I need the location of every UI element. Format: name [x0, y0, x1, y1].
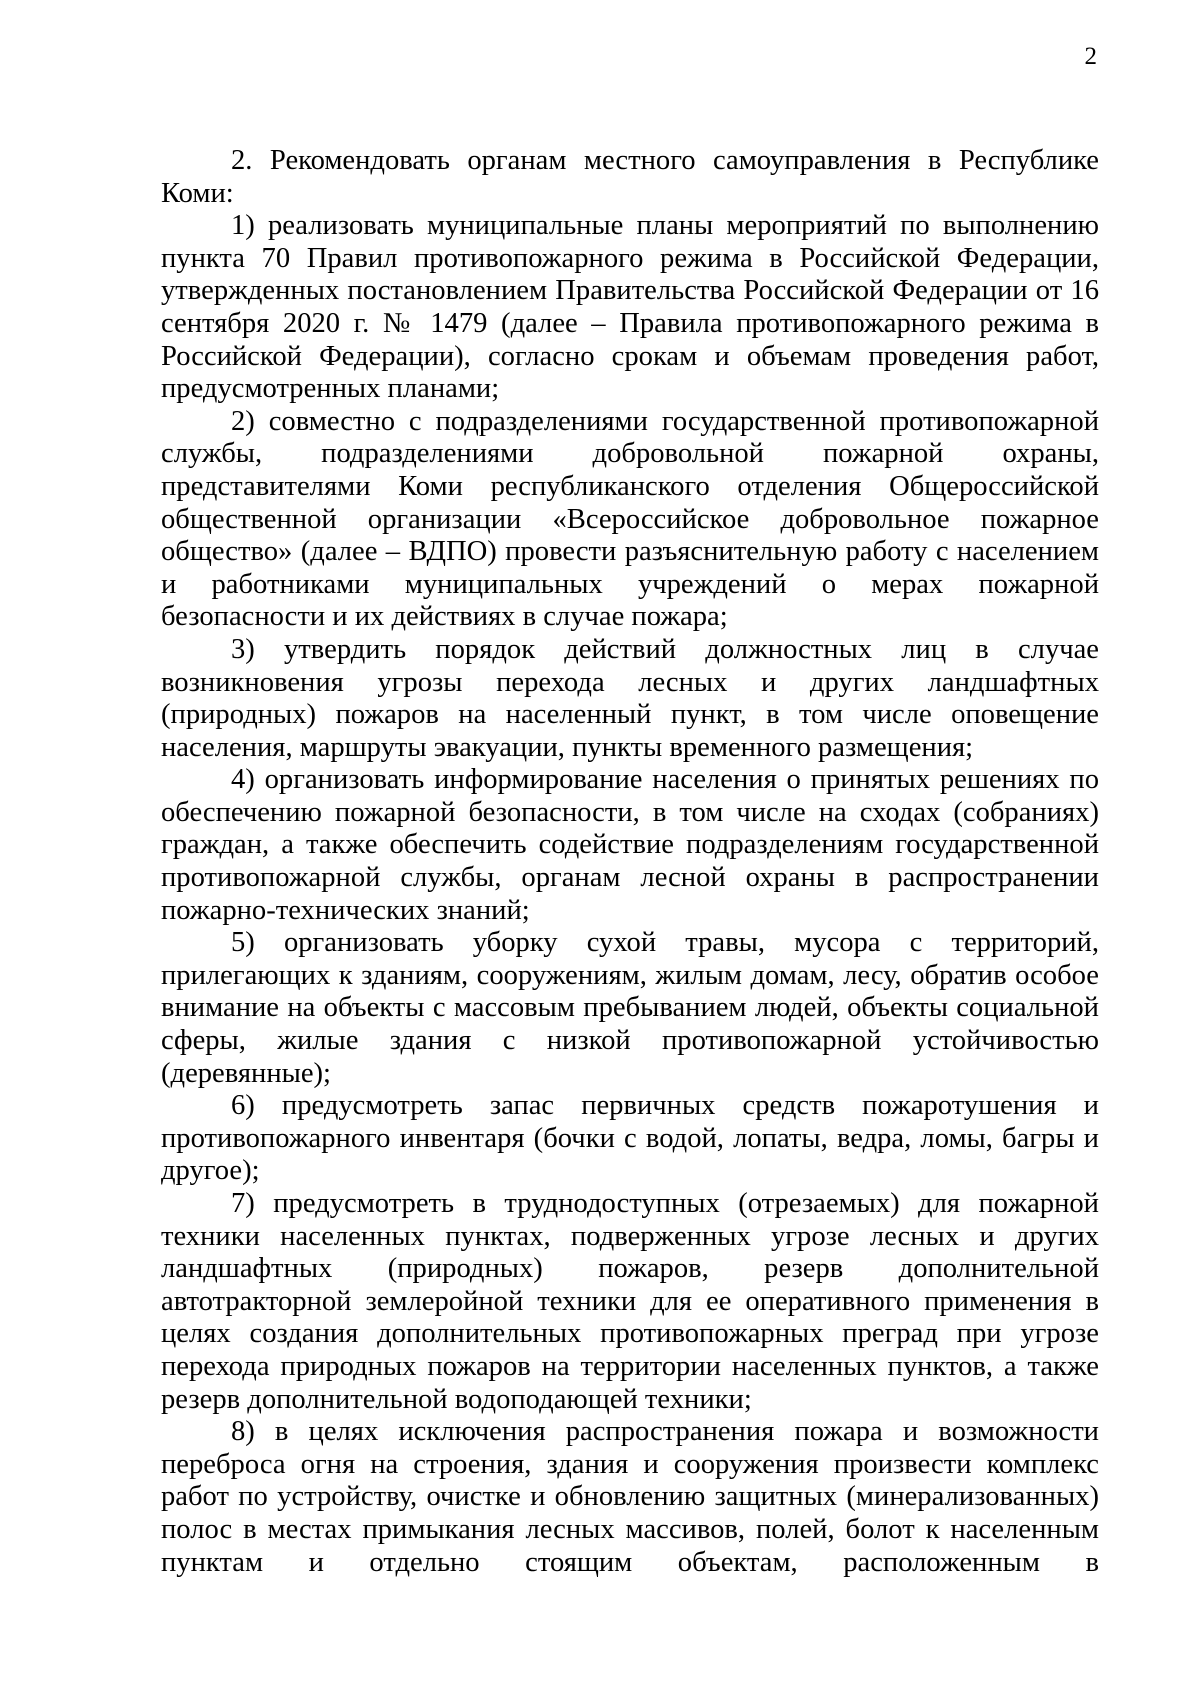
- subparagraph-5: 5) организовать уборку сухой травы, мусора с территорий, прилегающих к зданиям, сооружениям, жилым домам, лесу, обратив особое внимание на объекты с массовым пребыванием людей, объекты социальной сферы, жилые здания с низкой противопожарной устойчивостью (деревянные);: [161, 927, 1099, 1089]
- subparagraph-7: 7) предусмотреть в труднодоступных (отрезаемых) для пожарной техники населенных пунктах, подверженных угрозе лесных и других ландшафтных (природных) пожаров, резерв дополнительной автотракторной землеройной техники для ее оперативного применения в целях создания дополнительных противопожарных преград при угрозе перехода природных пожаров на территории населенных пунктов, а также резерв дополнительной водоподающей техники;: [161, 1188, 1099, 1415]
- subparagraph-2: 2) совместно с подразделениями государственной противопожарной службы, подразделениями добровольной пожарной охраны, представителями Коми республиканского отделения Общероссийской общественной организации «Всероссийское добровольное пожарное общество» (далее – ВДПО) провести разъяснительную работу с населением и работниками муниципальных учреждений о мерах пожарной безопасности и их действиях в случае пожара;: [161, 405, 1099, 633]
- paragraph-item-2: 2. Рекомендовать органам местного самоуправления в Республике Коми:: [161, 145, 1099, 209]
- subparagraph-1: 1) реализовать муниципальные планы мероприятий по выполнению пункта 70 Правил противопожарного режима в Российской Федерации, утвержденных постановлением Правительства Российской Федерации от 16 сентября 2020 г. № 1479 (далее – Правила противопожарного режима в Российской Федерации), согласно срокам и объемам проведения работ, предусмотренных планами;: [161, 210, 1099, 405]
- subparagraph-4: 4) организовать информирование населения о принятых решениях по обеспечению пожарной безопасности, в том числе на сходах (собраниях) граждан, а также обеспечить содействие подразделениям государственной противопожарной службы, органам лесной охраны в распространении пожарно-технических знаний;: [161, 764, 1099, 926]
- page-number: 2: [1084, 43, 1097, 70]
- document-body: [161, 145, 1099, 1579]
- subparagraph-3: 3) утвердить порядок действий должностных лиц в случае возникновения угрозы перехода лесных и других ландшафтных (природных) пожаров на населенный пункт, в том числе оповещение населения, маршруты эвакуации, пункты временного размещения;: [161, 633, 1099, 763]
- subparagraph-8: 8) в целях исключения распространения пожара и возможности переброса огня на строения, здания и сооружения произвести комплекс работ по устройству, очистке и обновлению защитных (минерализованных) полос в местах примыкания лесных массивов, полей, болот к населенным пунктам и отдельно стоящим объектам, расположенным в: [161, 1416, 1099, 1578]
- subparagraph-6: 6) предусмотреть запас первичных средств пожаротушения и противопожарного инвентаря (бочки с водой, лопаты, ведра, ломы, багры и другое);: [161, 1090, 1099, 1187]
